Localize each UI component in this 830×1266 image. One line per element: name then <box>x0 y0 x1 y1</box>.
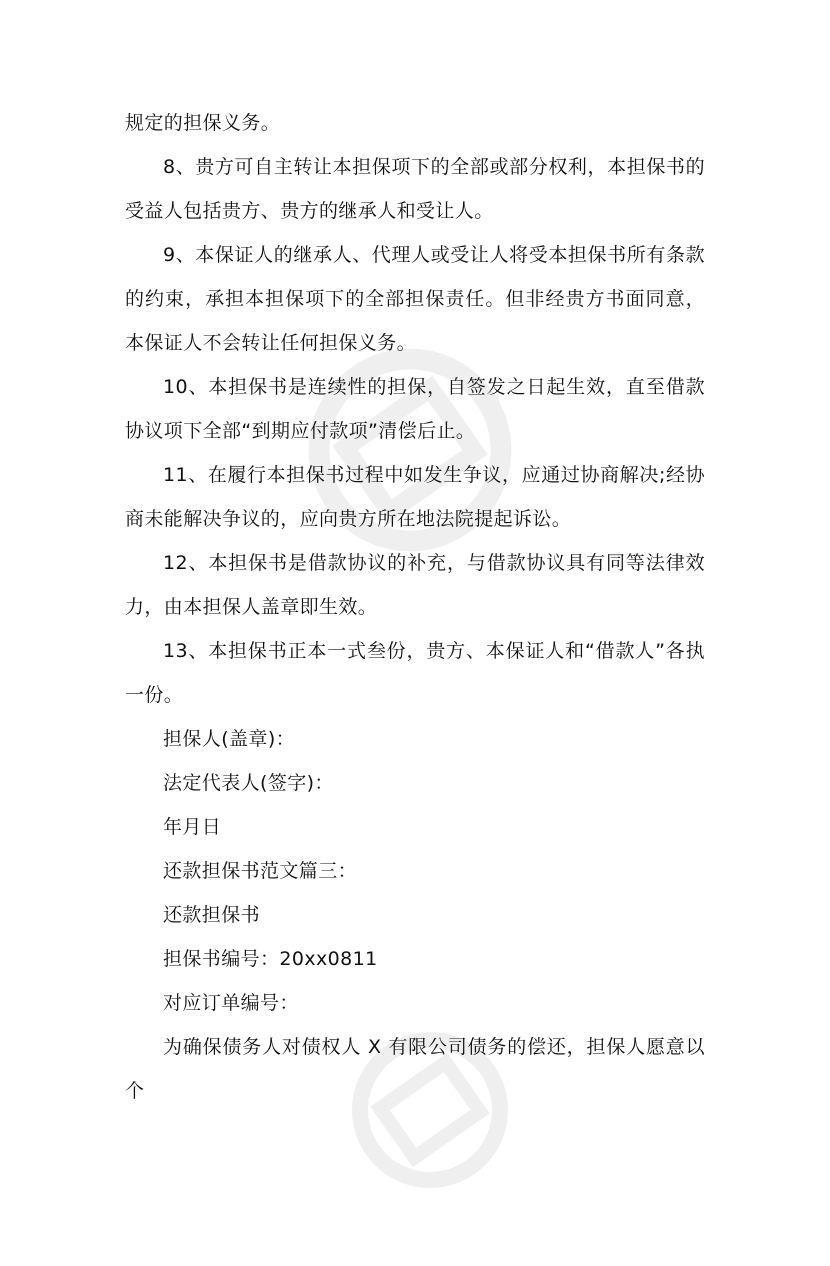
paragraph-clause-11: 11、在履行本担保书过程中如发生争议，应通过协商解决;经协商未能解决争议的，应向贵方所在地法院提起诉讼。 <box>125 464 705 530</box>
paragraph-clause-9: 9、本保证人的继承人、代理人或受让人将受本担保书所有条款的约束，承担本担保项下的全部担保责任。但非经贵方书面同意，本保证人不会转让任何担保义务。 <box>125 244 705 354</box>
paragraph-continuation: 规定的担保义务。 <box>125 112 281 134</box>
paragraph-clause-13: 13、本担保书正本一式叁份，贵方、本保证人和“借款人”各执一份。 <box>125 640 705 706</box>
date-line: 年月日 <box>163 816 222 838</box>
legal-representative-line: 法定代表人(签字)： <box>163 772 334 794</box>
paragraph-clause-12: 12、本担保书是借款协议的补充，与借款协议具有同等法律效力，由本担保人盖章即生效。 <box>125 552 705 618</box>
document-title: 还款担保书 <box>163 904 261 926</box>
paragraph-clause-10: 10、本担保书是连续性的担保，自签发之日起生效，直至借款协议项下全部“到期应付款项”清偿后止。 <box>125 376 705 442</box>
document-body <box>125 101 705 1113</box>
order-number-line: 对应订单编号： <box>163 992 299 1014</box>
section-heading: 还款担保书范文篇三： <box>163 860 358 882</box>
paragraph-clause-8: 8、贵方可自主转让本担保项下的全部或部分权利，本担保书的受益人包括贵方、贵方的继承人和受让人。 <box>125 156 705 222</box>
guarantor-seal-line: 担保人(盖章)： <box>163 728 296 750</box>
guarantee-number-line: 担保书编号：20xx0811 <box>163 948 378 970</box>
paragraph-intro: 为确保债务人对债权人 X 有限公司债务的偿还，担保人愿意以个 <box>125 1036 705 1102</box>
